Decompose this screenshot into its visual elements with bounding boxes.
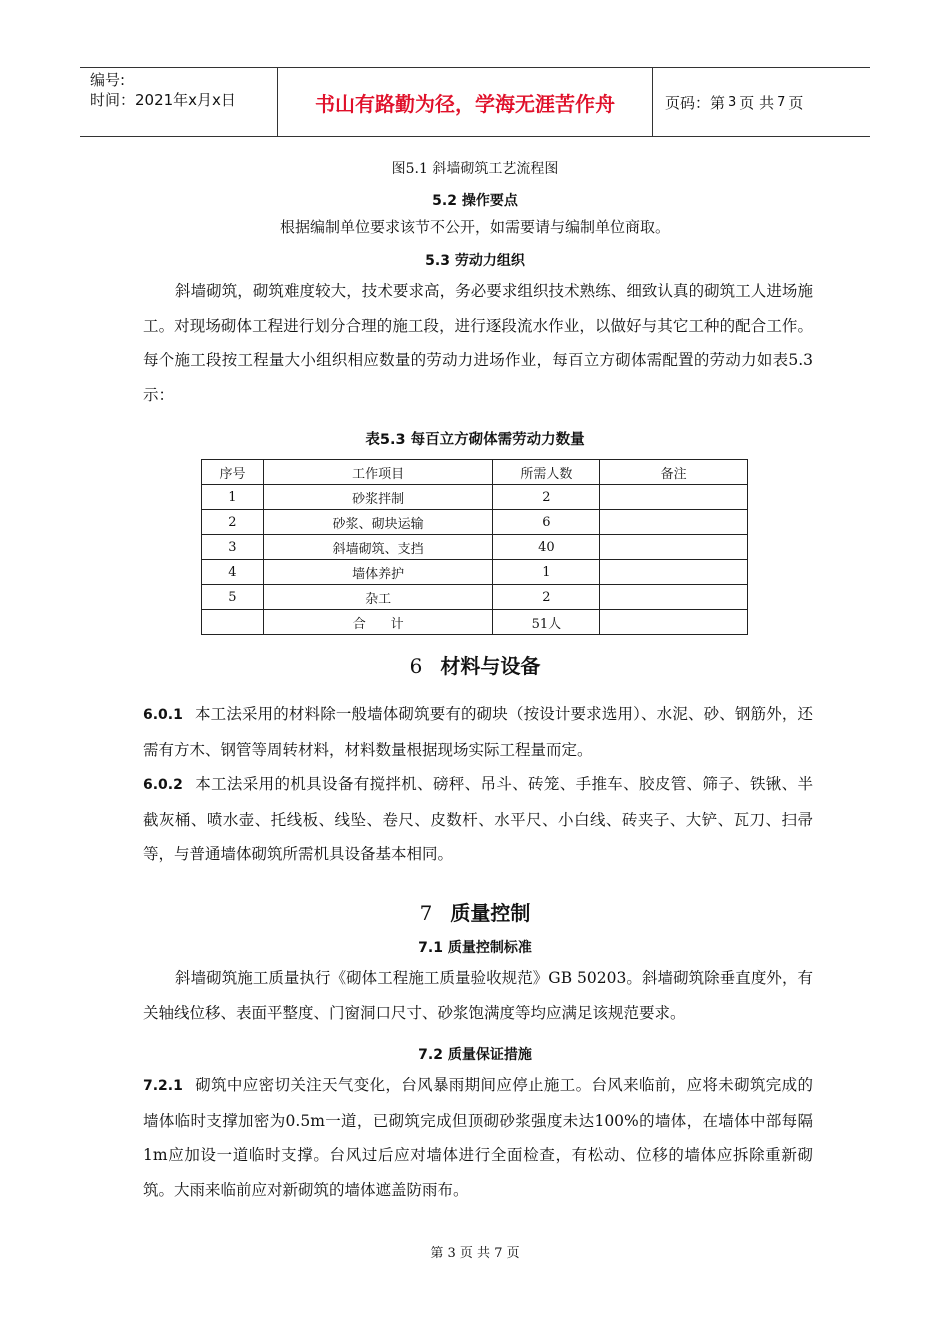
section-5-2-text: 根据编制单位要求该节不公开，如需要请与编制单位商取。 bbox=[279, 218, 670, 236]
table-title: 表5.3 每百立方砌体需劳动力数量 bbox=[365, 432, 585, 448]
table-row: 5 杂工 2 bbox=[202, 585, 748, 610]
section-7-2-1-paragraph: 7.2.1 砌筑中应密切关注天气变化，台风暴雨期间应停止施工。台风来临前，应将未砌筑完成的墙体临时支撑加密为0.5m一道，已砌筑完成但顶砌砂浆强度未达100%的墙体，在墙体中部每隔1m应加设一道临时支撑。台风过后应对墙体进行全面检查，有松动、位移的墙体应拆除重新砌筑。大雨来临前应对新砌筑的墙体遮盖防雨布。 bbox=[143, 1076, 813, 1199]
time-label: 时间：2021年x月x日 bbox=[90, 91, 236, 109]
motto: 书山有路勤为径，学海无涯苦作舟 bbox=[278, 68, 653, 136]
section-7-1-paragraph: 斜墙砌筑施工质量执行《砌体工程施工质量验收规范》GB 50203。斜墙砌筑除垂直度外，有关轴线位移、表面平整度、门窗洞口尺寸、砂浆饱满度等均应满足该规范要求。 bbox=[143, 969, 813, 1022]
table-row: 3 斜墙砌筑、支挡 40 bbox=[202, 535, 748, 560]
table-header-row bbox=[202, 460, 748, 485]
col-header: 序号 bbox=[202, 460, 264, 485]
figure-caption: 图5.1 斜墙砌筑工艺流程图 bbox=[391, 161, 559, 177]
header-meta bbox=[80, 68, 278, 136]
page-indicator: 页码：第 3 页 共 7 页 bbox=[665, 93, 804, 112]
table-row: 4 墙体养护 1 bbox=[202, 560, 748, 585]
table-total-row bbox=[202, 610, 748, 635]
code-label: 编号: bbox=[90, 71, 126, 89]
table-row: 2 砂浆、砌块运输 6 bbox=[202, 510, 748, 535]
total-value: 51人 bbox=[493, 610, 600, 635]
table-row: 1 砂浆拌制 2 bbox=[202, 485, 748, 510]
page-footer: 第 3 页 共 7 页 bbox=[430, 1246, 520, 1261]
section-7-2-title: 7.2 质量保证措施 bbox=[418, 1047, 532, 1063]
section-5-3-paragraph: 斜墙砌筑，砌筑难度较大，技术要求高，务必要求组织技术熟练、细致认真的砌筑工人进场施工。对现场砌体工程进行划分合理的施工段，进行逐段流水作业，以做好与其它工种的配合工作。每个施工段按工程量大小组织相应数量的劳动力进场作业，每百立方砌体需配置的劳动力如表5.3示： bbox=[143, 282, 813, 404]
page-header bbox=[80, 67, 870, 137]
section-6-heading: 6 材料与设备 bbox=[409, 654, 541, 678]
col-header: 备注 bbox=[600, 460, 748, 485]
section-7-1-title: 7.1 质量控制标准 bbox=[418, 940, 532, 956]
col-header: 所需人数 bbox=[493, 460, 600, 485]
section-5-2-title: 5.2 操作要点 bbox=[432, 193, 518, 209]
total-pages: 7 bbox=[777, 94, 786, 110]
col-header: 工作项目 bbox=[263, 460, 493, 485]
section-7-heading: 7 质量控制 bbox=[419, 901, 531, 925]
section-6-0-2-paragraph: 6.0.2 本工法采用的机具设备有搅拌机、磅秤、吊斗、砖笼、手推车、胶皮管、筛子、铁锹、半截灰桶、喷水壶、托线板、线坠、卷尺、皮数杆、水平尺、小白线、砖夹子、大铲、瓦刀、扫帚等，与普通墙体砌筑所需机具设备基本相同。 bbox=[143, 775, 813, 863]
section-5-3-title: 5.3 劳动力组织 bbox=[425, 253, 525, 269]
current-page: 3 bbox=[728, 94, 737, 110]
labor-table bbox=[201, 459, 748, 635]
total-label: 合 计 bbox=[263, 610, 493, 635]
section-6-0-1-paragraph: 6.0.1 本工法采用的材料除一般墙体砌筑要有的砌块（按设计要求选用）、水泥、砂、钢筋外，还需有方木、钢管等周转材料，材料数量根据现场实际工程量而定。 bbox=[143, 705, 813, 759]
